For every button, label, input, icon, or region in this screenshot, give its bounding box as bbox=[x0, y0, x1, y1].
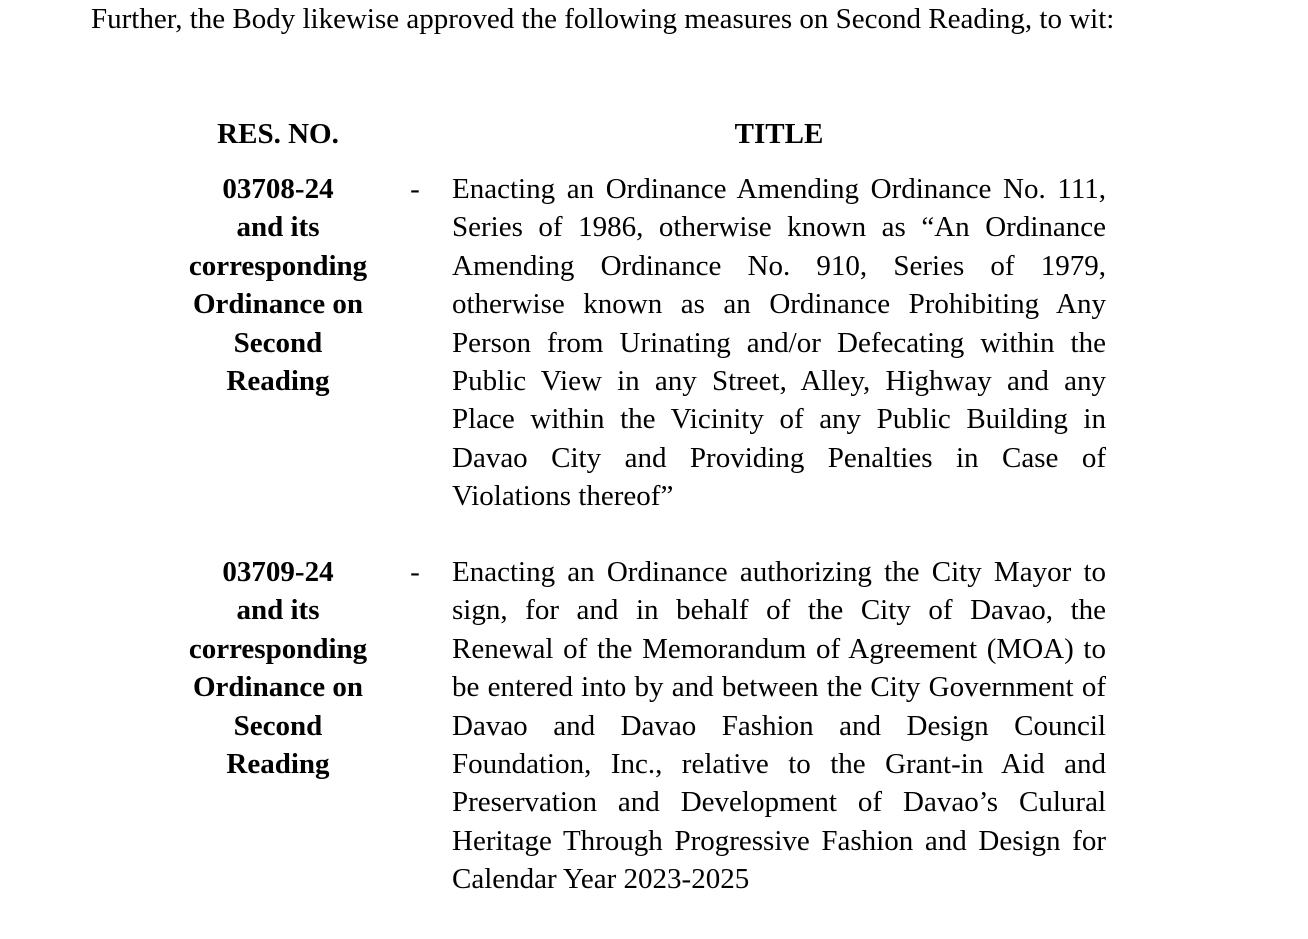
res-no-line: Ordinance on bbox=[193, 288, 363, 321]
res-no-line: and its bbox=[236, 211, 320, 244]
measure-title: Enacting an Ordinance Amending Ordinance No. 111, Series of 1986, otherwise known as “An Ordinance Amending Ordinance No. 910, Series of 1979, otherwise known as an Ordinance Prohibiting Any Person from Urinating and/or Defecating within the Public View in any Street, Alley, Highway and any Place within the Vicinity of any Public Building in Davao City and Providing Penalties in Case of Violations thereof” bbox=[452, 173, 1106, 513]
res-no-line: and its bbox=[236, 594, 320, 627]
res-no-cell bbox=[174, 170, 382, 400]
intro-text: Further, the Body likewise approved the following measures on Second Reading, to wit: bbox=[91, 3, 1115, 35]
res-no-line: Second bbox=[233, 326, 323, 359]
res-no-number: 03709-24 bbox=[222, 556, 334, 588]
separator-dash: - bbox=[410, 556, 420, 588]
res-no-line: Ordinance on bbox=[193, 671, 363, 704]
res-no-line: corresponding bbox=[188, 632, 368, 665]
column-header-title: TITLE bbox=[734, 118, 824, 150]
res-no-line: corresponding bbox=[188, 249, 368, 282]
res-no-cell bbox=[174, 553, 382, 783]
res-no-line: Reading bbox=[226, 748, 330, 781]
res-no-line: Second bbox=[233, 709, 323, 742]
res-no-line: Reading bbox=[226, 365, 330, 398]
column-header-res-no: RES. NO. bbox=[217, 118, 339, 150]
separator-dash: - bbox=[410, 173, 420, 205]
measure-title: Enacting an Ordinance authorizing the City Mayor to sign, for and in behalf of the City of Davao, the Renewal of the Memorandum of Agreement (MOA) to be entered into by and between the City Government of Davao and Davao Fashion and Design Council Foundation, Inc., relative to the Grant-in Aid and Preservation and Development of Davao’s Culural Heritage Through Progressive Fashion and Design for Calendar Year 2023-2025 bbox=[452, 556, 1106, 896]
res-no-number: 03708-24 bbox=[222, 173, 334, 205]
